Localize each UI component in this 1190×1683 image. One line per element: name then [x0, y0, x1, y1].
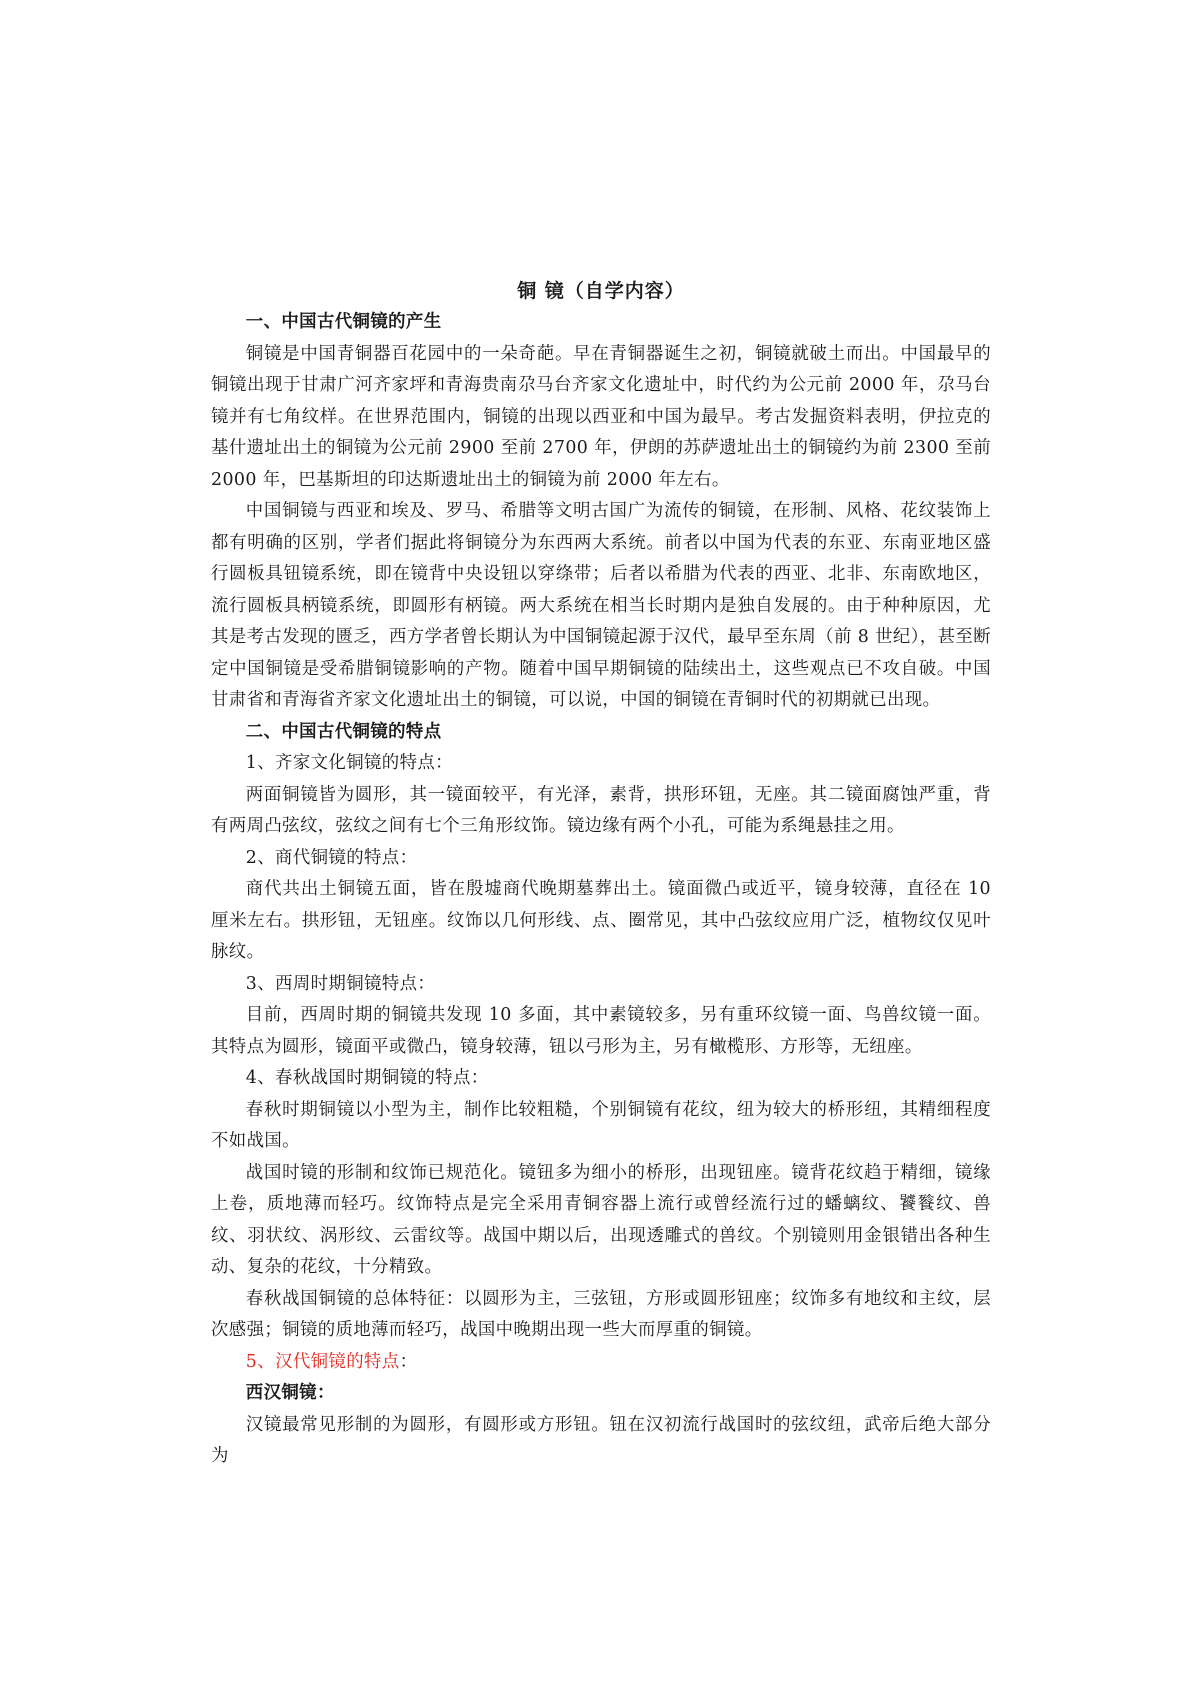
- paragraph-shang: 商代共出土铜镜五面，皆在殷墟商代晚期墓葬出土。镜面微凸或近平，镜身较薄，直径在 10 厘米左右。拱形钮，无钮座。纹饰以几何形线、点、圈常见，其中凸弦纹应用广泛，植物纹仅见叶脉纹。: [211, 879, 991, 962]
- paragraph-qijia: 两面铜镜皆为圆形，其一镜面较平，有光泽，素背，拱形环钮，无座。其二镜面腐蚀严重，背有两周凸弦纹，弦纹之间有七个三角形纹饰。镜边缘有两个小孔，可能为系绳悬挂之用。: [211, 784, 991, 836]
- paragraph-warring-states: 战国时镜的形制和纹饰已规范化。镜钮多为细小的桥形，出现钮座。镜背花纹趋于精细，镜缘上卷，质地薄而轻巧。纹饰特点是完全采用青铜容器上流行或曾经流行过的蟠螭纹、饕餮纹、兽纹、羽状纹、涡形纹、云雷纹等。战国中期以后，出现透雕式的兽纹。个别镜则用金银错出各种生动、复杂的花纹，十分精致。: [211, 1162, 991, 1277]
- page-title: 铜 镜（自学内容）: [517, 280, 685, 302]
- paragraph-western-han: 汉镜最常见形制的为圆形，有圆形或方形钮。钮在汉初流行战国时的弦纹纽，武帝后绝大部分为: [211, 1414, 991, 1466]
- paragraph-overall-features: 春秋战国铜镜的总体特征：以圆形为主，三弦钮，方形或圆形钮座；纹饰多有地纹和主纹，层次感强；铜镜的质地薄而轻巧，战国中晚期出现一些大而厚重的铜镜。: [211, 1288, 991, 1340]
- paragraph-spring-autumn: 春秋时期铜镜以小型为主，制作比较粗糙，个别铜镜有花纹，纽为较大的桥形纽，其精细程度不如战国。: [211, 1099, 991, 1151]
- subheading-qijia: 1、齐家文化铜镜的特点：: [245, 753, 453, 773]
- subheading-western-zhou: 3、西周时期铜镜特点：: [245, 973, 436, 994]
- subheading-shang: 2、商代铜镜的特点：: [245, 847, 418, 868]
- paragraph-origin-1: 铜镜是中国青铜器百花园中的一朵奇葩。早在青铜器诞生之初，铜镜就破土而出。中国最早的铜镜出现于甘肃广河齐家坪和青海贵南尕马台齐家文化遗址中，时代约为公元前 2000 年，尕马台镜并有七角纹样。在世界范围内，铜镜的出现以西亚和中国为最早。考古发掘资料表明，伊拉克的基什遗址出土的铜镜为公元前 2900 至前 2700 年，伊朗的苏萨遗址出土的铜镜约为前 2300 至前 2000 年，巴基斯坦的印达斯遗址出土的铜镜为前 2000 年左右。: [211, 343, 991, 490]
- section-heading-origin: 一、中国古代铜镜的产生: [245, 312, 442, 332]
- paragraph-origin-2: 中国铜镜与西亚和埃及、罗马、希腊等文明古国广为流传的铜镜，在形制、风格、花纹装饰上都有明确的区别，学者们据此将铜镜分为东西两大系统。前者以中国为代表的东亚、东南亚地区盛行圆板具钮镜系统，即在镜背中央设钮以穿绦带；后者以希腊为代表的西亚、北非、东南欧地区，流行圆板具柄镜系统，即圆形有柄镜。两大系统在相当长时期内是独自发展的。由于种种原因，尤其是考古发现的匮乏，西方学者曾长期认为中国铜镜起源于汉代，最早至东周（前 8 世纪），甚至断定中国铜镜是受希腊铜镜影响的产物。随着中国早期铜镜的陆续出土，这些观点已不攻自破。中国甘肃省和青海省齐家文化遗址出土的铜镜，可以说，中国的铜镜在青铜时代的初期就已出现。: [211, 501, 991, 710]
- subheading-han-label: 汉代铜镜的特点: [275, 1351, 400, 1372]
- section-heading-features: 二、中国古代铜镜的特点: [245, 721, 442, 742]
- subheading-han: [211, 1347, 991, 1379]
- subheading-western-han: 西汉铜镜：: [245, 1383, 335, 1403]
- subheading-spring-autumn-warring-states: 4、春秋战国时期铜镜的特点：: [245, 1068, 489, 1088]
- subheading-han-number: 5、: [245, 1351, 276, 1372]
- subheading-han-colon: ：: [399, 1351, 418, 1372]
- paragraph-western-zhou: 目前，西周时期的铜镜共发现 10 多面，其中素镜较多，另有重环纹镜一面、鸟兽纹镜一面。其特点为圆形，镜面平或微凸，镜身较薄，钮以弓形为主，另有橄榄形、方形等，无纽座。: [211, 1005, 991, 1057]
- document-page: [211, 275, 991, 1473]
